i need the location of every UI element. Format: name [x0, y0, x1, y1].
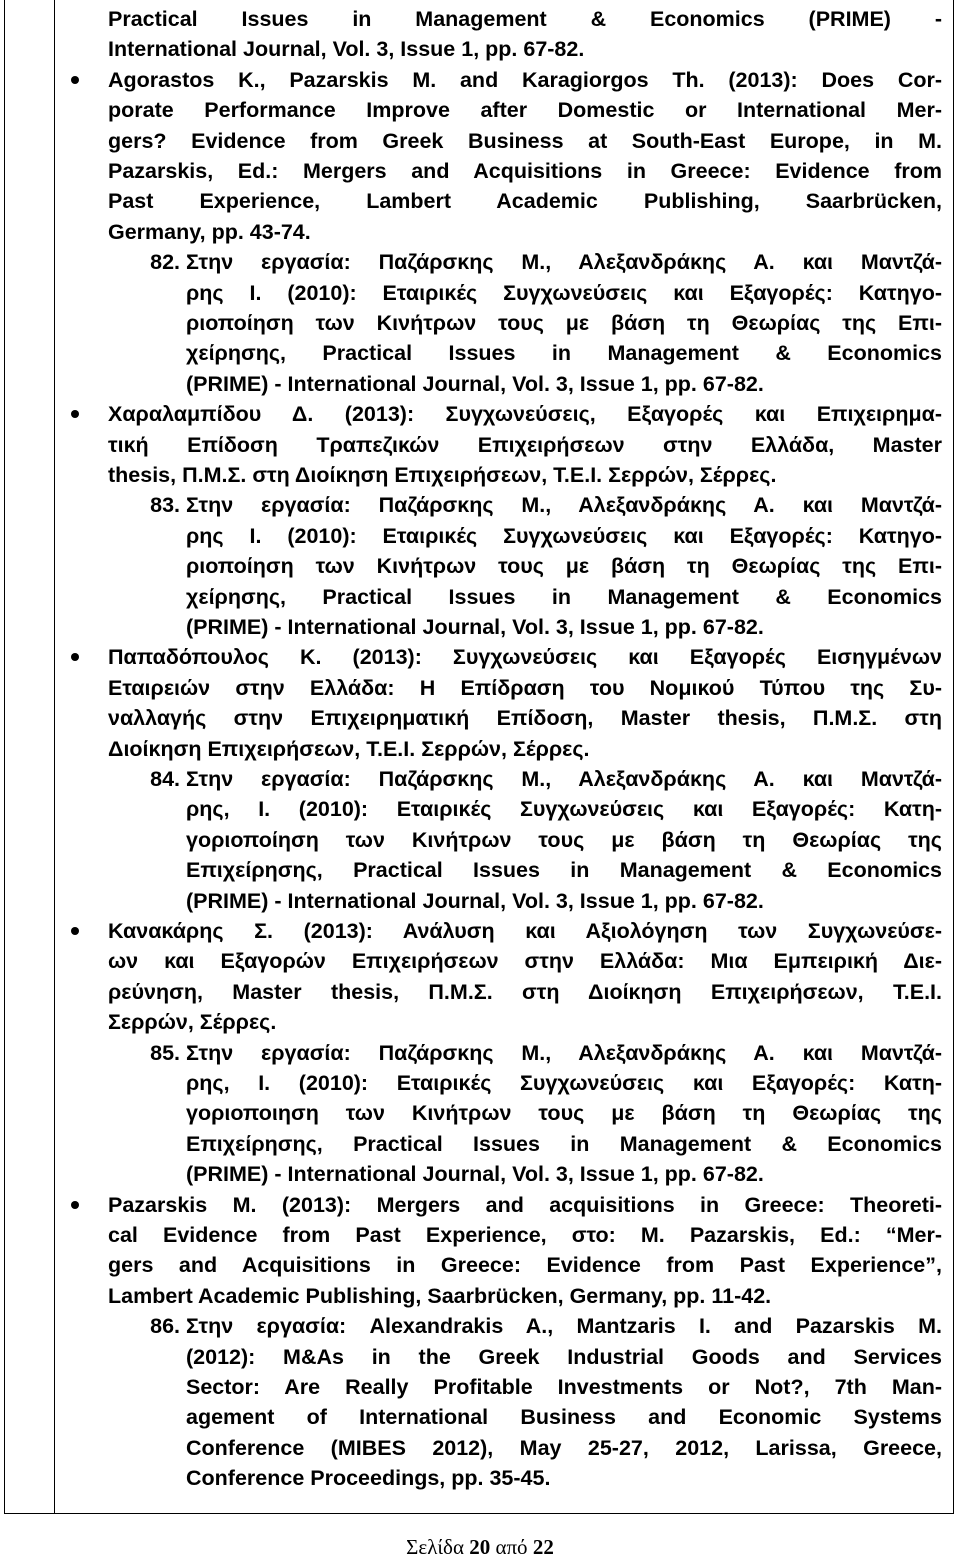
reference-line: Παπαδόπουλος Κ. (2013): Συγχωνεύσεις και Εξαγορές Εισηγμένων — [108, 645, 942, 670]
reference-line: χείρησης, Practical Issues in Management & Economics — [186, 584, 942, 609]
reference-line: Επιχείρησης, Practical Issues in Management & Economics — [186, 1131, 942, 1156]
reference-line: Στην εργασία: Παζάρσκης Μ., Αλεξανδράκης Α. και Μαντζά- — [186, 1040, 942, 1065]
reference-line: Lambert Academic Publishing, Saarbrücken, Germany, pp. 11-42. — [108, 1283, 772, 1308]
reference-line: Κανακάρης Σ. (2013): Ανάλυση και Αξιολόγηση των Συγχωνεύσε- — [108, 919, 942, 943]
reference-line: Pazarskis M. (2013): Mergers and acquisitions in Greece: Theoreti- — [108, 1192, 942, 1217]
reference-line: ρεύνηση, Master thesis, Π.Μ.Σ. στη Διοίκηση Επιχειρήσεων, Τ.Ε.Ι. — [108, 979, 942, 1004]
reference-line: Past Experience, Lambert Academic Publishing, Saarbrücken, — [108, 189, 942, 214]
reference-number: 82. — [150, 250, 180, 275]
page-footer — [0, 1535, 960, 1560]
footer-current-page: 20 — [469, 1535, 491, 1559]
footer-page-label: Σελίδα — [406, 1535, 464, 1559]
reference-line: Επιχείρησης, Practical Issues in Management & Economics — [186, 858, 942, 883]
reference-line: (PRIME) - International Journal, Vol. 3, Issue 1, pp. 67-82. — [186, 1162, 764, 1187]
reference-line: Διοίκηση Επιχειρήσεων, Τ.Ε.Ι. Σερρών, Σέρρες. — [108, 736, 590, 761]
reference-number: 85. — [150, 1040, 180, 1065]
reference-line: Conference Proceedings, pp. 35-45. — [186, 1466, 551, 1491]
reference-line: ναλλαγής στην Επιχειρηματική Επίδοση, Master thesis, Π.Μ.Σ. στη — [108, 706, 942, 731]
reference-line: porate Performance Improve after Domestic or International Mer- — [108, 98, 942, 123]
bullet-icon — [71, 1201, 79, 1209]
reference-line: ρης, Ι. (2010): Εταιρικές Συγχωνεύσεις και Εξαγορές: Κατη- — [186, 1071, 942, 1095]
column-divider — [54, 0, 55, 1513]
reference-number: 86. — [150, 1314, 180, 1339]
reference-number: 83. — [150, 493, 180, 518]
reference-line: χείρησης, Practical Issues in Management & Economics — [186, 341, 942, 366]
reference-line: thesis, Π.Μ.Σ. στη Διοίκηση Επιχειρήσεων, Τ.Ε.Ι. Σερρών, Σέρρες. — [108, 463, 777, 487]
reference-line: ων και Εξαγορών Επιχειρήσεων στην Ελλάδα: Μια Εμπειρική Διε- — [108, 949, 942, 974]
reference-line: ρης Ι. (2010): Εταιρικές Συγχωνεύσεις και Εξαγορές: Κατηγο- — [186, 523, 942, 548]
reference-line: Germany, pp. 43-74. — [108, 219, 311, 244]
reference-line: (PRIME) - International Journal, Vol. 3, Issue 1, pp. 67-82. — [186, 371, 764, 396]
reference-line: gers? Evidence from Greek Business at South-East Europe, in M. — [108, 128, 942, 153]
reference-line: Practical Issues in Management & Economics (PRIME) - — [108, 7, 942, 31]
footer-total-pages: 22 — [532, 1535, 554, 1559]
reference-line: (PRIME) - International Journal, Vol. 3, Issue 1, pp. 67-82. — [186, 888, 764, 913]
reference-line: Agorastos K., Pazarskis M. and Karagiorgos Th. (2013): Does Cor- — [108, 67, 942, 92]
reference-line: Pazarskis, Ed.: Mergers and Acquisitions in Greece: Evidence from — [108, 159, 942, 183]
reference-number: 84. — [150, 767, 180, 791]
reference-line: (PRIME) - International Journal, Vol. 3, Issue 1, pp. 67-82. — [186, 615, 764, 639]
reference-line: Στην εργασία: Παζάρσκης Μ., Αλεξανδράκης Α. και Μαντζά- — [186, 767, 942, 791]
reference-line: International Journal, Vol. 3, Issue 1, pp. 67-82. — [108, 37, 585, 62]
reference-line: Conference (MIBES 2012), May 25-27, 2012, Larissa, Greece, — [186, 1435, 942, 1460]
reference-line: γοριοποιηση των Κινήτρων τους με βάση τη Θεωρίας της — [186, 1101, 942, 1126]
reference-line: gers and Acquisitions in Greece: Evidence from Past Experience”, — [108, 1253, 942, 1278]
footer-of-label: από — [495, 1535, 528, 1559]
bullet-icon — [71, 927, 79, 935]
reference-line: agement of International Business and Economic Systems — [186, 1405, 942, 1430]
reference-line: Στην εργασία: Alexandrakis A., Mantzaris I. and Pazarskis M. — [186, 1314, 942, 1339]
reference-line: Χαραλαμπίδου Δ. (2013): Συγχωνεύσεις, Εξαγορές και Επιχειρημα- — [108, 402, 942, 427]
reference-line: ρης Ι. (2010): Εταιρικές Συγχωνεύσεις και Εξαγορές: Κατηγο- — [186, 280, 942, 305]
bullet-icon — [71, 76, 79, 84]
reference-line: Εταιρειών στην Ελλάδα: Η Επίδραση του Νομικού Τύπου της Συ- — [108, 675, 942, 700]
reference-line: ριοποίηση των Κινήτρων τους με βάση τη Θεωρίας της Επι- — [186, 311, 942, 335]
reference-line: τική Επίδοση Τραπεζικών Επιχειρήσεων στην Ελλάδα, Master — [108, 432, 942, 457]
reference-line: γοριοποίηση των Κινήτρων τους με βάση τη Θεωρίας της — [186, 827, 942, 852]
reference-line: Στην εργασία: Παζάρσκης Μ., Αλεξανδράκης Α. και Μαντζά- — [186, 250, 942, 275]
reference-line: Sector: Are Really Profitable Investments or Not?, 7th Man- — [186, 1375, 942, 1399]
reference-line: ρης, Ι. (2010): Εταιρικές Συγχωνεύσεις και Εξαγορές: Κατη- — [186, 797, 942, 822]
reference-line: (2012): M&As in the Greek Industrial Goods and Services — [186, 1344, 942, 1369]
reference-line: ριοποίηση των Κινήτρων τους με βάση τη Θεωρίας της Επι- — [186, 554, 942, 579]
reference-line: Σερρών, Σέρρες. — [108, 1010, 277, 1035]
reference-line: cal Evidence from Past Experience, στο: M. Pazarskis, Ed.: “Mer- — [108, 1223, 942, 1247]
reference-line: Στην εργασία: Παζάρσκης Μ., Αλεξανδράκης Α. και Μαντζά- — [186, 493, 942, 518]
